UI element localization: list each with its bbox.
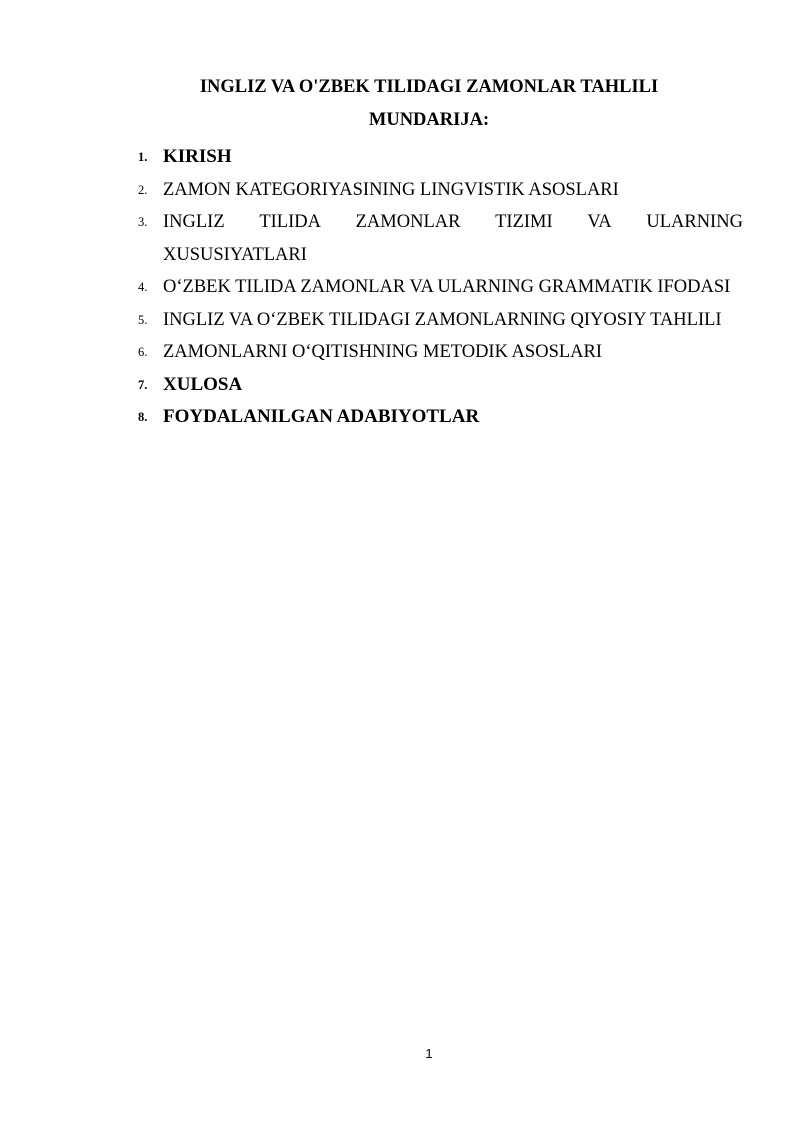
- toc-item-number: 5.: [138, 312, 148, 327]
- toc-word: ULARNING: [646, 212, 743, 232]
- toc-word: VA: [587, 212, 612, 232]
- toc-item-number: 7.: [138, 377, 148, 392]
- toc-word: INGLIZ: [163, 212, 225, 232]
- toc-item-text-line-2: XUSUSIYATLARI: [163, 244, 307, 265]
- toc-item-text: XULOSA: [163, 373, 243, 395]
- toc-word: TILIDA: [259, 212, 321, 232]
- toc-item-ingliz-zamonlar-tizimi: [138, 206, 743, 271]
- toc-item-number: 6.: [138, 345, 148, 359]
- toc-item-number: 3.: [138, 215, 148, 229]
- toc-item-text: KIRISH: [163, 146, 232, 167]
- toc-item-text-line-1: [163, 206, 743, 239]
- toc-item-adabiyotlar: [138, 401, 743, 434]
- toc-item-lingvistik-asoslari: [138, 174, 743, 207]
- toc-item-number: 2.: [138, 182, 148, 197]
- toc-heading: MUNDARIJA:: [368, 110, 490, 130]
- toc-word: TIZIMI: [495, 212, 553, 232]
- toc-item-xulosa: [138, 369, 743, 402]
- document-title: INGLIZ VA O'ZBEK TILIDAGI ZAMONLAR TAHLILI: [199, 77, 659, 97]
- toc-word: ZAMONLAR: [355, 212, 461, 232]
- toc-item-kirish: [138, 141, 743, 174]
- table-of-contents: [138, 141, 743, 434]
- toc-item-ozbek-zamonlar: [138, 271, 743, 304]
- toc-item-text: ZAMONLARNI O‘QITISHNING METODIK ASOSLARI: [163, 342, 603, 362]
- toc-item-number: 8.: [138, 410, 148, 424]
- toc-item-text: INGLIZ VA O‘ZBEK TILIDAGI ZAMONLARNING QIYOSIY TAHLILI: [163, 309, 722, 330]
- toc-item-number: 1.: [138, 150, 148, 164]
- toc-item-text: O‘ZBEK TILIDA ZAMONLAR VA ULARNING GRAMMATIK IFODASI: [163, 277, 731, 297]
- toc-item-text: ZAMON KATEGORIYASINING LINGVISTIK ASOSLARI: [163, 179, 619, 200]
- toc-item-text: FOYDALANILGAN ADABIYOTLAR: [163, 406, 480, 427]
- toc-item-qiyosiy-tahlil: [138, 304, 743, 337]
- page-number: 1: [425, 1046, 433, 1061]
- toc-item-number: 4.: [138, 280, 148, 294]
- toc-item-metodik-asoslari: [138, 336, 743, 369]
